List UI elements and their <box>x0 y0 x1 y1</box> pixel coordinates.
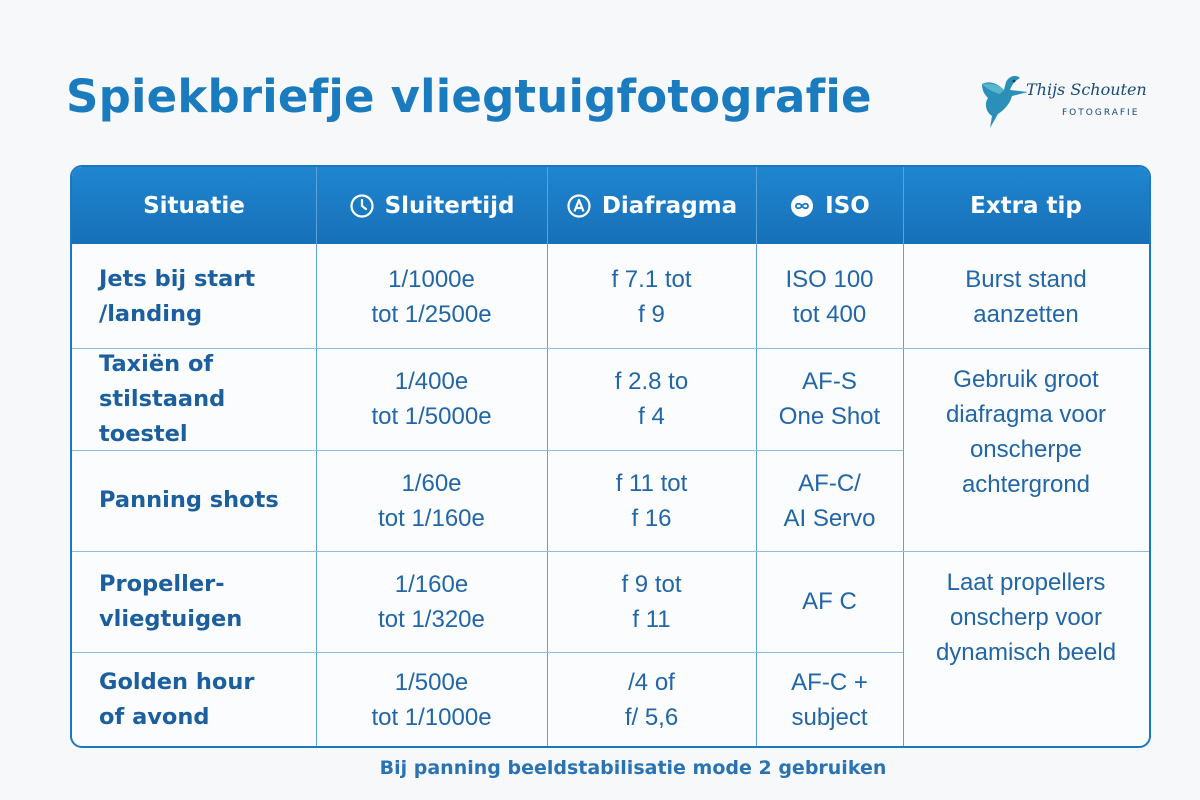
iso-cell: AF-C/ AI Servo <box>783 469 876 532</box>
situatie-cell: Panning shots <box>99 487 279 513</box>
diafragma-cell: f 7.1 tot f 9 <box>611 265 692 328</box>
settings-table <box>70 165 1151 748</box>
clock-icon <box>349 193 375 219</box>
page-title: Spiekbriefje vliegtuigfotografie <box>66 70 872 123</box>
infinity-icon <box>789 193 815 219</box>
table-row <box>72 551 316 652</box>
sluitertijd-cell: 1/400e tot 1/5000e <box>371 368 492 430</box>
aperture-icon <box>566 193 592 219</box>
extra-tip-cell: Gebruik groot diafragma voor onscherpe achtergrond <box>945 366 1107 498</box>
diafragma-cell: f 11 tot f 16 <box>615 469 688 532</box>
header-situatie-label: Situatie <box>143 192 245 219</box>
situatie-cell: Jets bij start /landing <box>99 265 256 327</box>
sluitertijd-cell: 1/60e tot 1/160e <box>378 469 485 532</box>
header-extra-tip <box>903 167 1149 244</box>
header-iso <box>756 167 903 244</box>
header-diafragma-label: Diafragma <box>601 192 738 219</box>
sluitertijd-cell: 1/500e tot 1/1000e <box>371 669 492 731</box>
diafragma-cell: /4 of f/ 5,6 <box>624 669 679 731</box>
sluitertijd-cell: 1/160e tot 1/320e <box>378 570 485 633</box>
table-row <box>72 652 316 748</box>
iso-cell: ISO 100 tot 400 <box>785 265 874 328</box>
situatie-cell: Taxiën of stilstaand toestel <box>99 350 226 447</box>
header-sluitertijd-label: Sluitertijd <box>384 192 515 219</box>
table-row <box>72 450 316 551</box>
header-sluitertijd <box>316 167 547 244</box>
iso-cell: AF-S One Shot <box>778 368 881 430</box>
diafragma-cell: f 9 tot f 11 <box>621 570 682 633</box>
header-iso-label: ISO <box>825 192 870 219</box>
extra-tip-cell: Burst stand aanzetten <box>965 265 1087 328</box>
header-extra-tip-label: Extra tip <box>970 192 1082 219</box>
logo-subtitle: FOTOGRAFIE <box>1062 108 1140 118</box>
footer-note: Bij panning beeldstabilisatie mode 2 gebruiken <box>379 757 887 779</box>
table-row <box>72 348 316 450</box>
iso-cell: AF-C + subject <box>791 669 868 731</box>
logo <box>976 70 1156 140</box>
iso-cell: AF C <box>802 588 857 615</box>
header-situatie <box>72 167 316 244</box>
header-diafragma <box>547 167 756 244</box>
logo-script-text: Thijs Schouten <box>1026 80 1147 99</box>
table-header <box>72 167 1149 244</box>
situatie-cell: Propeller- vliegtuigen <box>99 570 243 632</box>
sluitertijd-cell: 1/1000e tot 1/2500e <box>371 265 492 328</box>
situatie-cell: Golden hour of avond <box>99 669 255 730</box>
diafragma-cell: f 2.8 to f 4 <box>614 368 689 430</box>
extra-tip-cell: Laat propellers onscherp voor dynamisch beeld <box>935 569 1117 666</box>
table-row <box>72 245 316 348</box>
